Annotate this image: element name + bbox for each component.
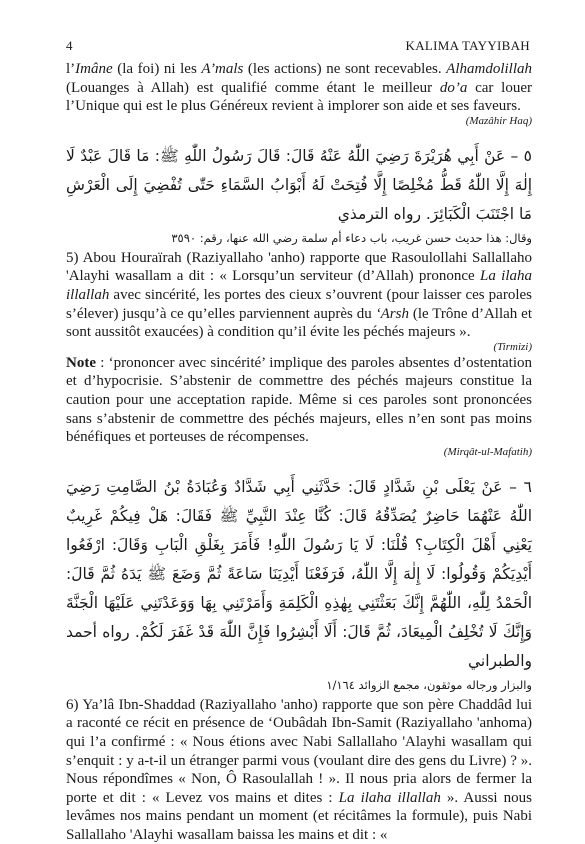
intro-paragraph: l’Imâne (la foi) ni les A’mals (les actions) ne sont recevables. Alhamdolillah (Louanges à Allah) est qualifié comme étant le meilleur do’a car louer l’Unique qui est le plus Généreux revient à implorer son aide et ses faveurs. bbox=[66, 61, 533, 115]
running-title: KALIMA TAYYIBAH bbox=[405, 38, 530, 53]
hadith-6-arabic: ٦ – عَنْ يَعْلَى بْنِ شَدَّادٍ قَالَ: حَدَّثَنِي أَبِي شَدَّادٌ وَعُبَادَةُ بْنُ الصَّامِتِ رَضِيَ اللّٰهُ عَنْهُمَا حَاضِرٌ يُصَدِّقُهُ قَالَ: كُنَّا عِنْدَ النَّبِيِّ ﷺ فَقَالَ: هَلْ فِيكُمْ غَرِيبٌ يَعْنِي أَهْلَ الْكِتَابِ؟ قُلْنَا: لَا يَا رَسُولَ اللّٰهِ! فَأَمَرَ بِغَلْقِ الْبَابِ وَقَالَ: ارْفَعُوا أَيْدِيَكُمْ وَقُولُوا: لَا إِلٰهَ إِلَّا اللّٰهُ، فَرَفَعْنَا أَيْدِيَنَا سَاعَةً ثُمَّ وَضَعَ ﷺ يَدَهُ ثُمَّ قَالَ: الْحَمْدُ لِلّٰهِ، اللّٰهُمَّ إِنَّكَ بَعَثْتَنِي بِهٰذِهِ الْكَلِمَةِ وَأَمَرْتَنِي بِهَا وَوَعَدْتَنِي عَلَيْهَا الْجَنَّةَ وَإِنَّكَ لَا تُخْلِفُ الْمِيعَادَ، ثُمَّ قَالَ: أَلَا أَبْشِرُوا فَإِنَّ اللّٰهَ قَدْ غَفَرَ لَكُمْ. رواه أحمد والطبراني bbox=[66, 477, 532, 670]
hadith-6-translation: 6) Ya’lâ Ibn-Shaddad (Raziyallaho 'anho) rapporte que son père Chaddâd lui a raconté ce récit en présence de ‘Oubâdah Ibn-Samit (Raziyallaho 'anhoma) qui l’a confirmé : « Nous étions avec Nabi Sallallaho 'Alayhi wasallam qui s’enquit : y a-t-il un étranger parmi vous (voulant dire des gens du Livre) ? ». Nous répondîmes « Non, Ô Rasoulallah ! ». Il nous pria alors de fermer la porte et dit : « Levez vos mains et dites : La ilaha illallah ». Aussi nous levâmes nos mains pendant un moment (et récitâmes la formule), puis Nabi Sallallaho 'Alayhi wasallam baissa les mains et dit : « bbox=[66, 696, 533, 843]
hadith-5-arabic-reference: وقال: هذا حديث حسن غريب، باب دعاء أم سلمة رضي الله عنها، رقم: ٣٥٩٠ bbox=[171, 230, 532, 245]
hadith-5-note: Note : ‘prononcer avec sincérité’ implique des paroles absentes d’ostentation et d’hypocrisie. S’abstenir de commettre des péchés majeurs constitue la caution pour une acceptation rapide. Même si ces paroles sont prononcées sans s’abstenir de commettre des péchés majeurs, elles n’en sont pas moins bénéfiques et porteuses de récompenses. bbox=[66, 354, 532, 446]
hadith-5-source: (Tirmizi) bbox=[493, 340, 532, 353]
hadith-6-arabic-reference: والبزار ورجاله موثقون، مجمع الزوائد ١/١٦٤ bbox=[326, 677, 532, 692]
hadith-5-arabic: ٥ – عَنْ أَبِي هُرَيْرَةَ رَضِيَ اللّٰهُ عَنْهُ قَالَ: قَالَ رَسُولُ اللّٰهِ ﷺ: مَا قَالَ عَبْدٌ لَا إِلٰهَ إِلَّا اللّٰهُ قَطُّ مُخْلِصًا إِلَّا فُتِحَتْ لَهُ أَبْوَابُ السَّمَاءِ حَتّٰى تُفْضِيَ إِلَى الْعَرْشِ مَا اجْتَنَبَ الْكَبَائِرَ. رواه الترمذي bbox=[66, 146, 532, 223]
page-header bbox=[66, 38, 530, 56]
page-number: 4 bbox=[66, 38, 73, 53]
hadith-5-translation: 5) Abou Houraïrah (Raziyallaho 'anho) rapporte que Rasoulollahi Sallallaho 'Alayhi wasallam a dit : « Lorsqu’un serviteur (d’Allah) prononce La ilaha illallah avec sincérité, les portes des cieux s’ouvrent (pour laisser ces paroles s’élever) jusqu’à ce qu’elles parviennent auprès du ‘Arsh (le Trône d’Allah et sont aussitôt exaucées) à condition qu’il évite les péchés majeurs ». bbox=[66, 249, 532, 341]
intro-source: (Mazâhir Haq) bbox=[465, 114, 532, 127]
page-body bbox=[66, 60, 532, 844]
hadith-5-note-source: (Mirqât-ul-Mafatih) bbox=[443, 445, 532, 458]
